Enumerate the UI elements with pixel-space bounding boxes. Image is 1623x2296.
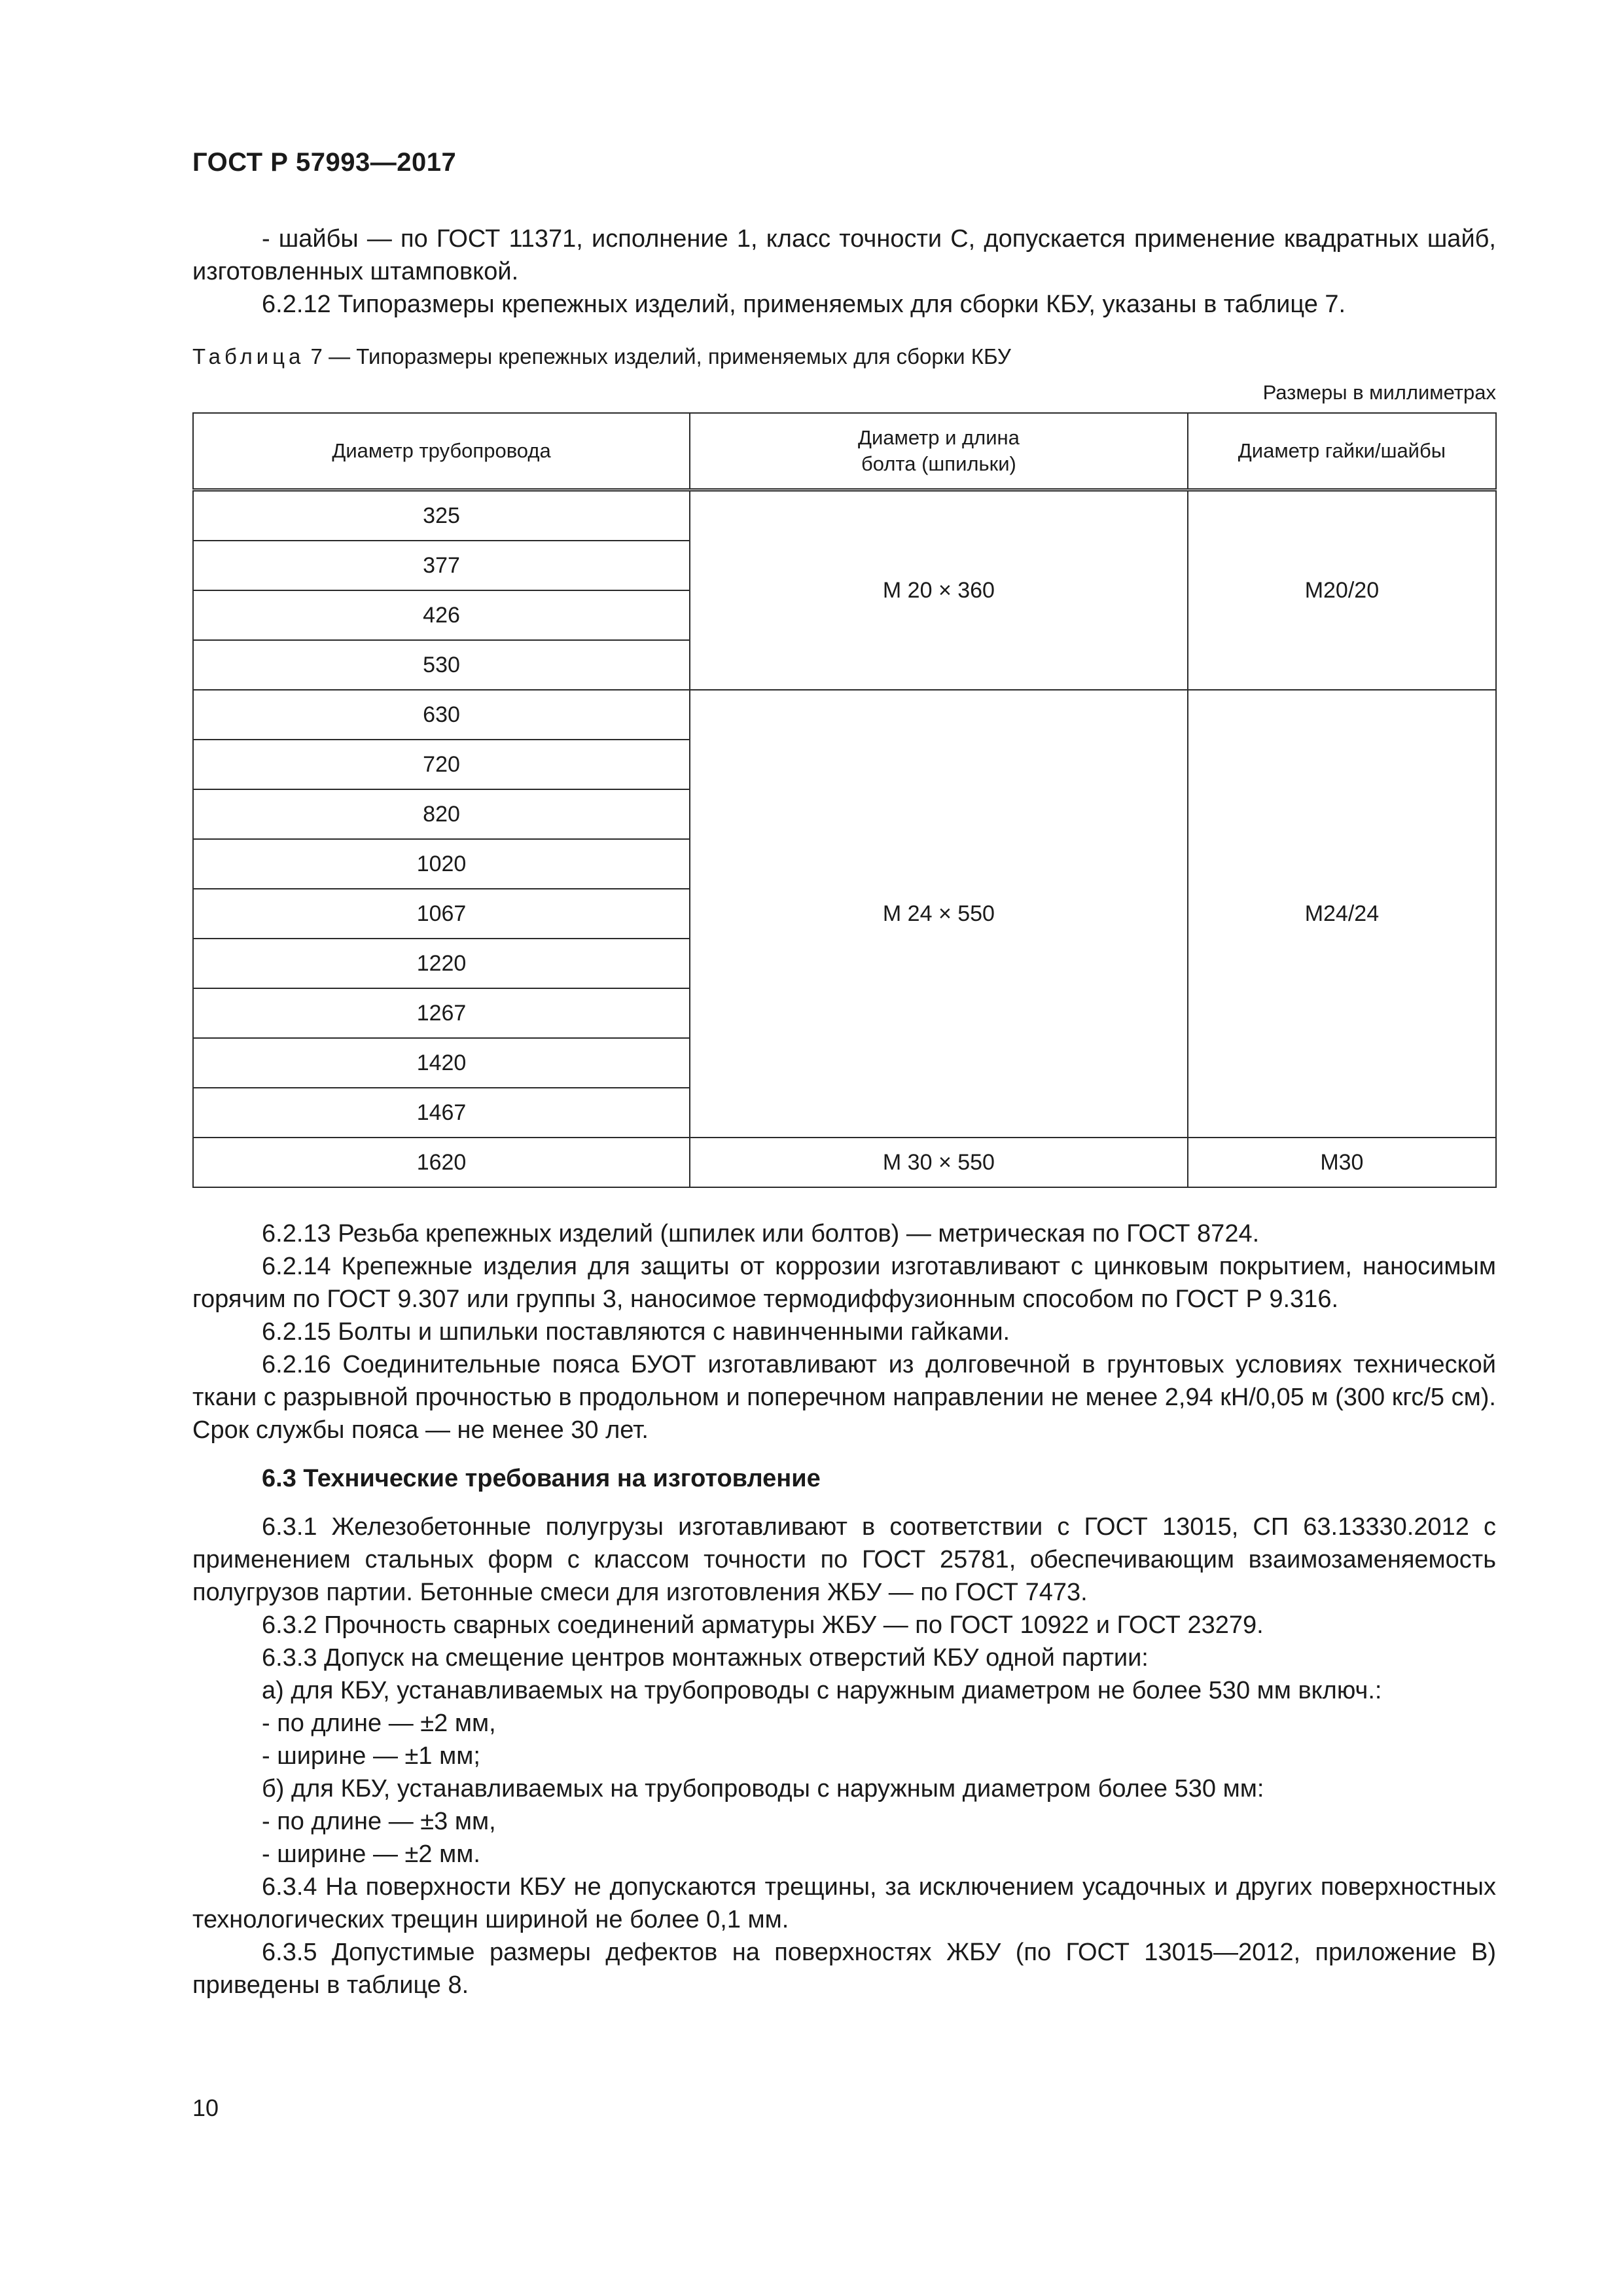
table-row	[193, 1138, 1496, 1187]
pipe-diameter-cell: 1067	[193, 889, 690, 939]
pipe-diameter-cell: 630	[193, 690, 690, 740]
paragraph-6-3-3: 6.3.3 Допуск на смещение центров монтажных отверстий КБУ одной партии:	[262, 1644, 1149, 1672]
paragraph-6-2-15: 6.2.15 Болты и шпильки поставляются с навинченными гайками.	[262, 1318, 1010, 1346]
nut-size-cell: М24/24	[1188, 690, 1496, 1138]
pipe-diameter-cell: 1467	[193, 1088, 690, 1138]
pipe-diameter-cell: 1020	[193, 839, 690, 889]
pipe-diameter-cell: 325	[193, 490, 690, 541]
table-caption	[192, 344, 1011, 369]
header-nut-washer: Диаметр гайки/шайбы	[1188, 413, 1496, 490]
header-bolt-line1: Диаметр и длина	[857, 426, 1020, 449]
paragraph-6-2-16: 6.2.16 Соединительные пояса БУОТ изготавливают из долговечной в грунтовых условиях технической ткани с разрывной прочностью в продольном и поперечном направлении не менее 2,94 кН/0,05 м (300 кгс/5 см). Срок службы пояса — не менее 30 лет.	[192, 1351, 1496, 1444]
header-bolt-line2: болта (шпильки)	[861, 452, 1016, 475]
list-item-a-length: - по длине — ±2 мм,	[262, 1710, 496, 1737]
list-item-b-length: - по длине — ±3 мм,	[262, 1808, 496, 1835]
list-item-a-width: - ширине — ±1 мм;	[262, 1742, 480, 1770]
paragraph-6-2-13: 6.2.13 Резьба крепежных изделий (шпилек или болтов) — метрическая по ГОСТ 8724.	[262, 1220, 1260, 1247]
nut-size-cell: М30	[1188, 1138, 1496, 1187]
table-caption-title: 7 — Типоразмеры крепежных изделий, применяемых для сборки КБУ	[304, 344, 1011, 368]
section-heading-6-3: 6.3 Технические требования на изготовление	[262, 1465, 821, 1492]
pipe-diameter-cell: 720	[193, 740, 690, 789]
pipe-diameter-cell: 1620	[193, 1138, 690, 1187]
paragraph-6-2-12: 6.2.12 Типоразмеры крепежных изделий, применяемых для сборки КБУ, указаны в таблице 7.	[262, 291, 1346, 318]
fastener-sizes-table	[192, 412, 1497, 1188]
paragraph-washers: - шайбы — по ГОСТ 11371, исполнение 1, класс точности С, допускается применение квадратных шайб, изготовленных штамповкой.	[192, 225, 1496, 285]
paragraph-6-3-2: 6.3.2 Прочность сварных соединений арматуры ЖБУ — по ГОСТ 10922 и ГОСТ 23279.	[262, 1611, 1264, 1639]
pipe-diameter-cell: 1267	[193, 988, 690, 1038]
paragraph-6-3-5: 6.3.5 Допустимые размеры дефектов на поверхностях ЖБУ (по ГОСТ 13015—2012, приложение В) приведены в таблице 8.	[192, 1939, 1496, 1999]
bolt-size-cell: М 24 × 550	[690, 690, 1188, 1138]
list-item-b: б) для КБУ, устанавливаемых на трубопроводы с наружным диаметром более 530 мм:	[262, 1775, 1264, 1803]
nut-size-cell: М20/20	[1188, 490, 1496, 691]
header-pipe-diameter: Диаметр трубопровода	[193, 413, 690, 490]
header-bolt-size	[690, 413, 1188, 490]
list-item-b-width: - ширине — ±2 мм.	[262, 1840, 480, 1868]
pipe-diameter-cell: 377	[193, 541, 690, 590]
list-item-a: а) для КБУ, устанавливаемых на трубопроводы с наружным диаметром не более 530 мм включ.:	[262, 1677, 1382, 1704]
pipe-diameter-cell: 426	[193, 590, 690, 640]
table-row	[193, 490, 1496, 541]
page-number: 10	[192, 2094, 219, 2121]
table-units-note: Размеры в миллиметрах	[1262, 381, 1496, 404]
paragraph-6-2-14: 6.2.14 Крепежные изделия для защиты от коррозии изготавливают с цинковым покрытием, наносимым горячим по ГОСТ 9.307 или группы 3, наносимое термодиффузионным способом по ГОСТ Р 9.316.	[192, 1253, 1496, 1313]
pipe-diameter-cell: 1220	[193, 939, 690, 988]
table-header-row	[193, 413, 1496, 490]
bolt-size-cell: М 30 × 550	[690, 1138, 1188, 1187]
intro-block	[192, 223, 1496, 321]
table-caption-word: Таблица	[192, 344, 305, 368]
pipe-diameter-cell: 1420	[193, 1038, 690, 1088]
paragraph-6-3-1: 6.3.1 Железобетонные полугрузы изготавливают в соответствии с ГОСТ 13015, СП 63.13330.2012 с применением стальных форм с классом точности по ГОСТ 25781, обеспечивающим взаимозаменяемость полугрузов партии. Бетонные смеси для изготовления ЖБУ — по ГОСТ 7473.	[192, 1513, 1496, 1606]
paragraph-6-3-4: 6.3.4 На поверхности КБУ не допускаются трещины, за исключением усадочных и других поверхностных технологических трещин шириной не более 0,1 мм.	[192, 1873, 1496, 1933]
pipe-diameter-cell: 530	[193, 640, 690, 690]
table-row	[193, 690, 1496, 740]
document-header: ГОСТ Р 57993—2017	[192, 148, 457, 177]
pipe-diameter-cell: 820	[193, 789, 690, 839]
bolt-size-cell: М 20 × 360	[690, 490, 1188, 691]
body-block	[192, 1217, 1496, 2001]
